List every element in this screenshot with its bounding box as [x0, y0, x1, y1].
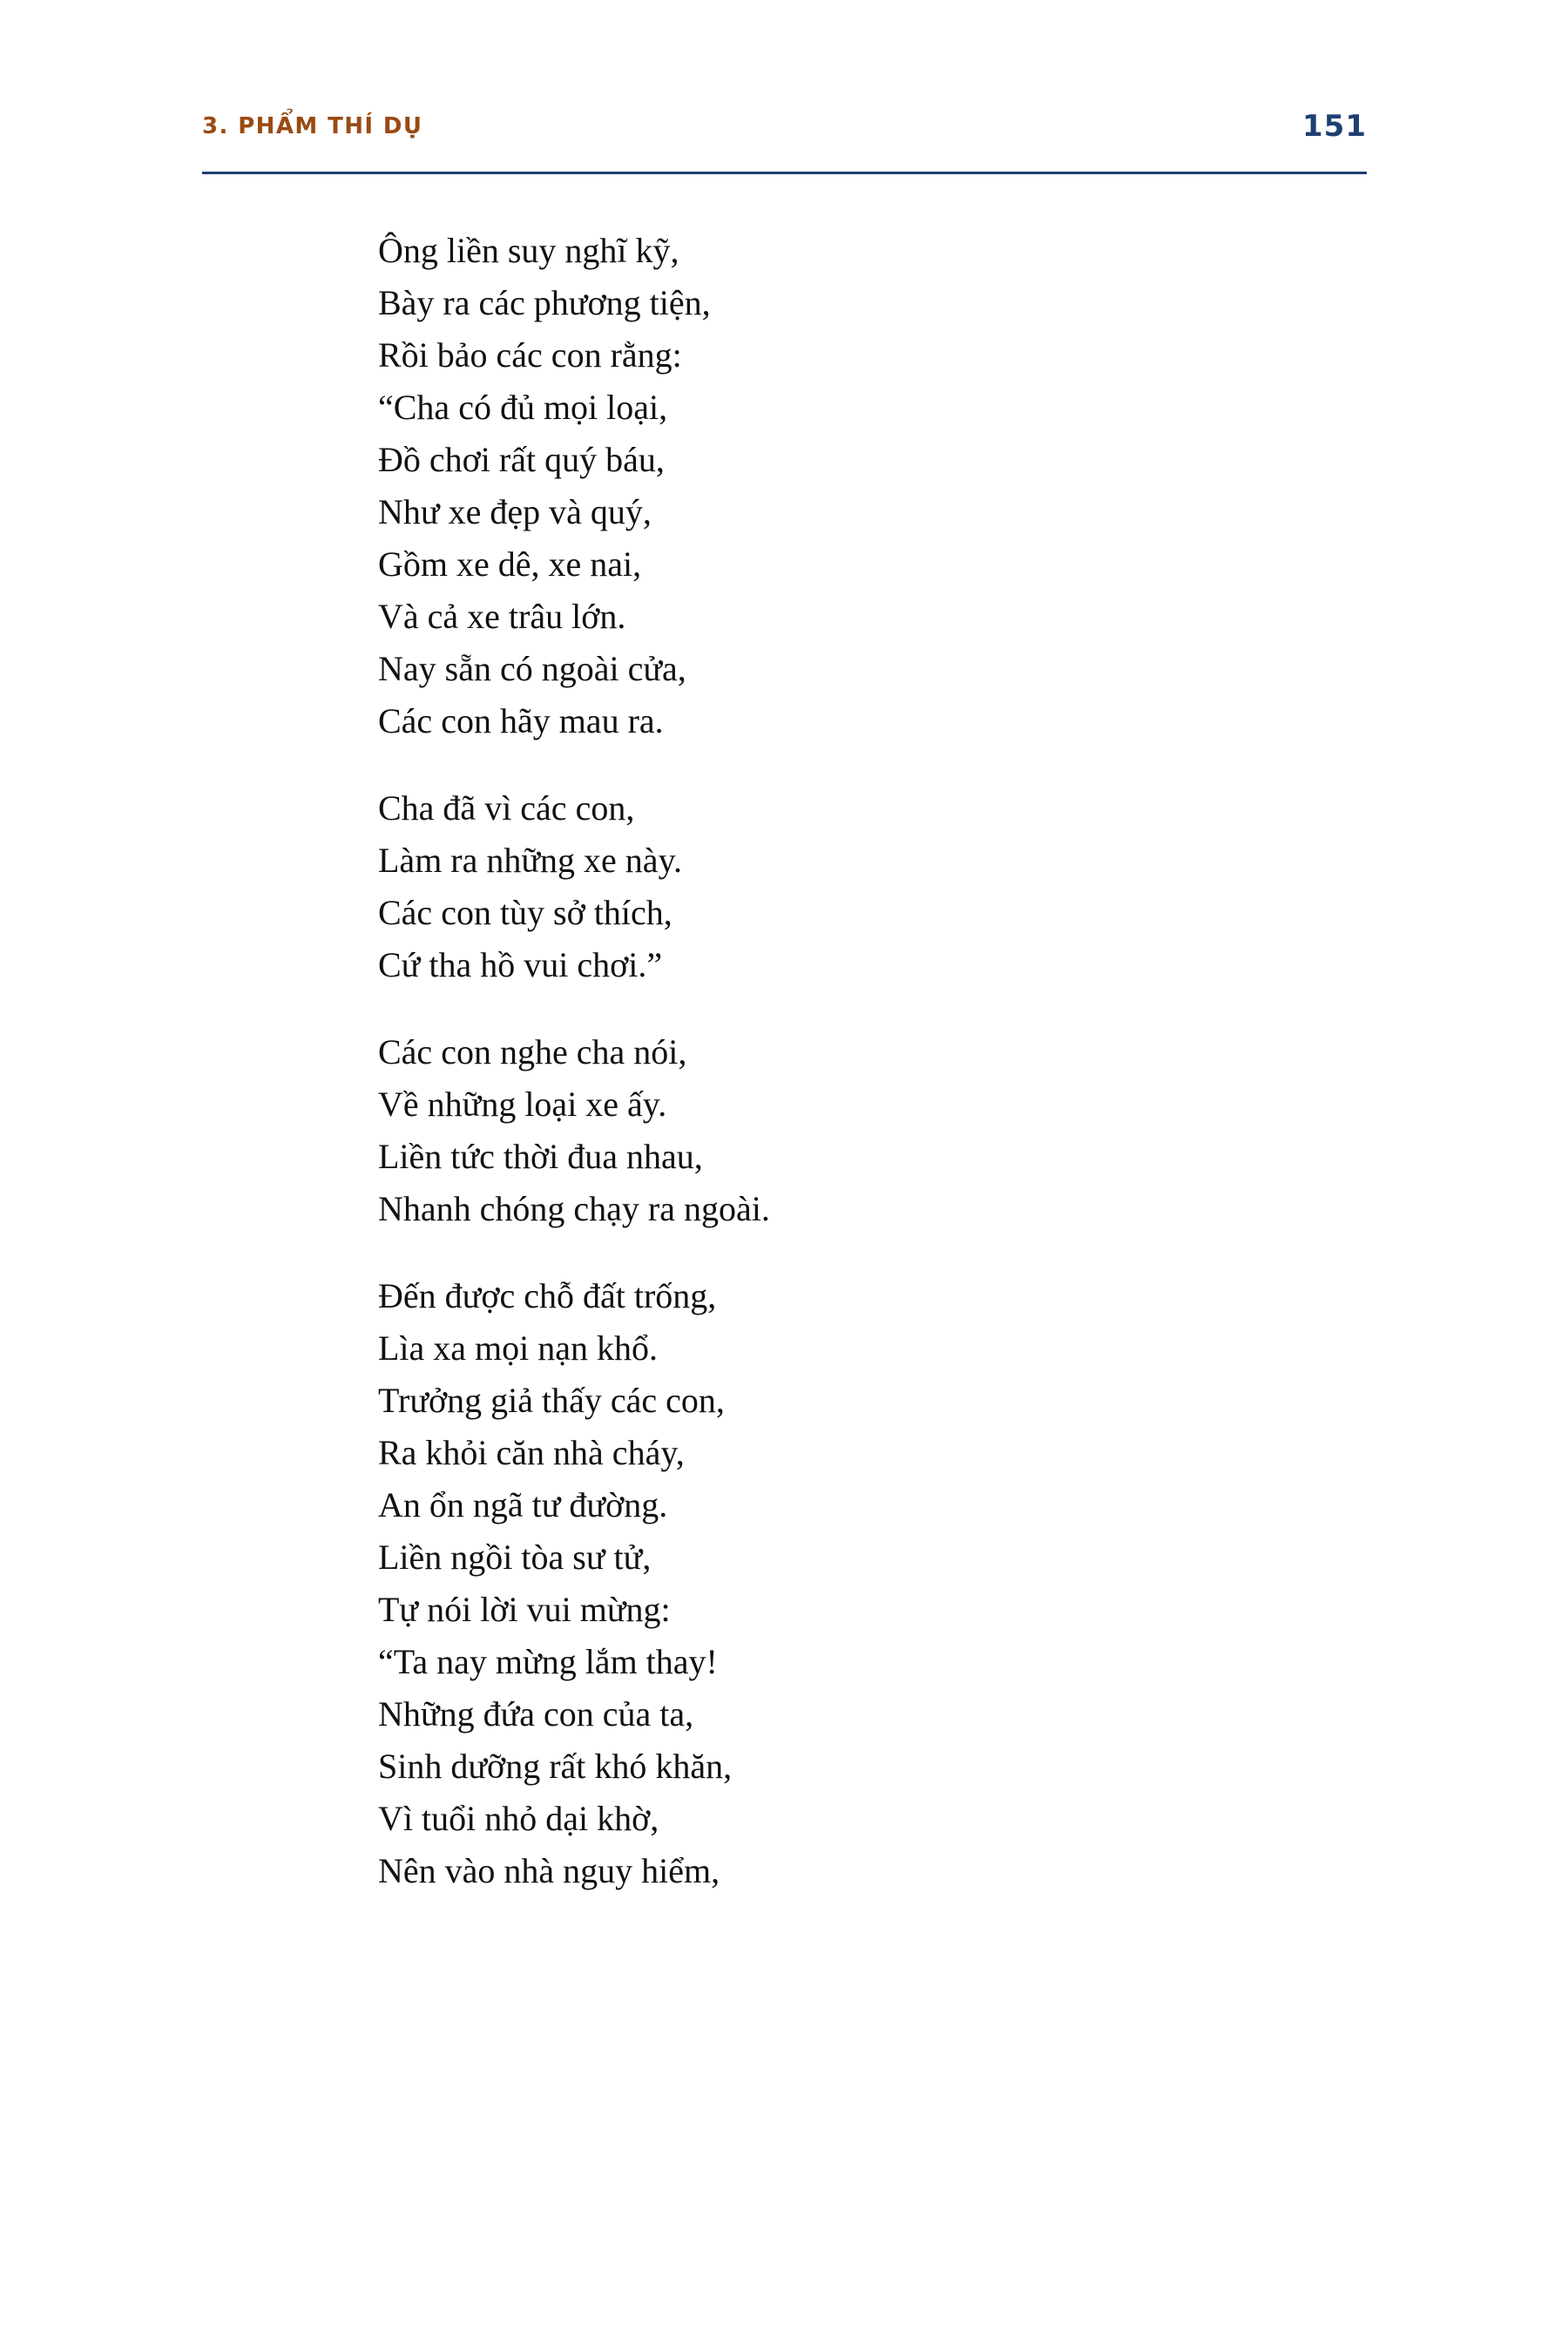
stanza [378, 1026, 1336, 1235]
verse-line: Trưởng giả thấy các con, [378, 1381, 725, 1420]
verse-line: Bày ra các phương tiện, [378, 283, 711, 322]
page-number: 151 [1302, 109, 1367, 144]
verse-line: Ra khỏi căn nhà cháy, [378, 1433, 685, 1472]
verse-line: Lìa xa mọi nạn khổ. [378, 1328, 659, 1368]
verse-line: Nên vào nhà nguy hiểm, [378, 1851, 720, 1890]
verse-line: Liền tức thời đua nhau, [378, 1137, 703, 1176]
verse-line: Làm ra những xe này. [378, 841, 682, 880]
verse-line: Như xe đẹp và quý, [378, 492, 652, 531]
verse-line: Gồm xe dê, xe nai, [378, 544, 642, 584]
verse-line: Liền ngồi tòa sư tử, [378, 1538, 652, 1577]
verse-line: Nay sẵn có ngoài cửa, [378, 649, 686, 688]
verse-line: Các con nghe cha nói, [378, 1032, 687, 1071]
verse-line: Những đứa con của ta, [378, 1694, 694, 1734]
verse-line: Đến được chỗ đất trống, [378, 1276, 717, 1315]
verse-line: Các con hãy mau ra. [378, 701, 664, 740]
verse-line: Rồi bảo các con rằng: [378, 335, 682, 375]
verse-line: Đồ chơi rất quý báu, [378, 440, 665, 479]
verse-line: Nhanh chóng chạy ra ngoài. [378, 1189, 770, 1228]
verse-line: “Cha có đủ mọi loại, [378, 388, 668, 427]
verse-line: Sinh dưỡng rất khó khăn, [378, 1747, 733, 1786]
verse-line: An ổn ngã tư đường. [378, 1485, 668, 1524]
poem-body [378, 225, 1336, 1897]
chapter-title: 3. PHẨM THÍ DỤ [202, 113, 423, 139]
verse-line: Tự nói lời vui mừng: [378, 1590, 671, 1629]
stanza [378, 225, 1336, 747]
verse-line: Vì tuổi nhỏ dại khờ, [378, 1799, 659, 1838]
stanza [378, 1270, 1336, 1897]
verse-line: Cứ tha hồ vui chơi.” [378, 945, 663, 984]
verse-line: Cha đã vì các con, [378, 788, 635, 828]
verse-line: Về những loại xe ấy. [378, 1085, 667, 1124]
verse-line: Và cả xe trâu lớn. [378, 597, 626, 636]
verse-line: Ông liền suy nghĩ kỹ, [378, 231, 679, 270]
running-header [202, 109, 1367, 174]
verse-line: Các con tùy sở thích, [378, 893, 672, 932]
stanza [378, 782, 1336, 991]
verse-line: “Ta nay mừng lắm thay! [378, 1642, 718, 1681]
